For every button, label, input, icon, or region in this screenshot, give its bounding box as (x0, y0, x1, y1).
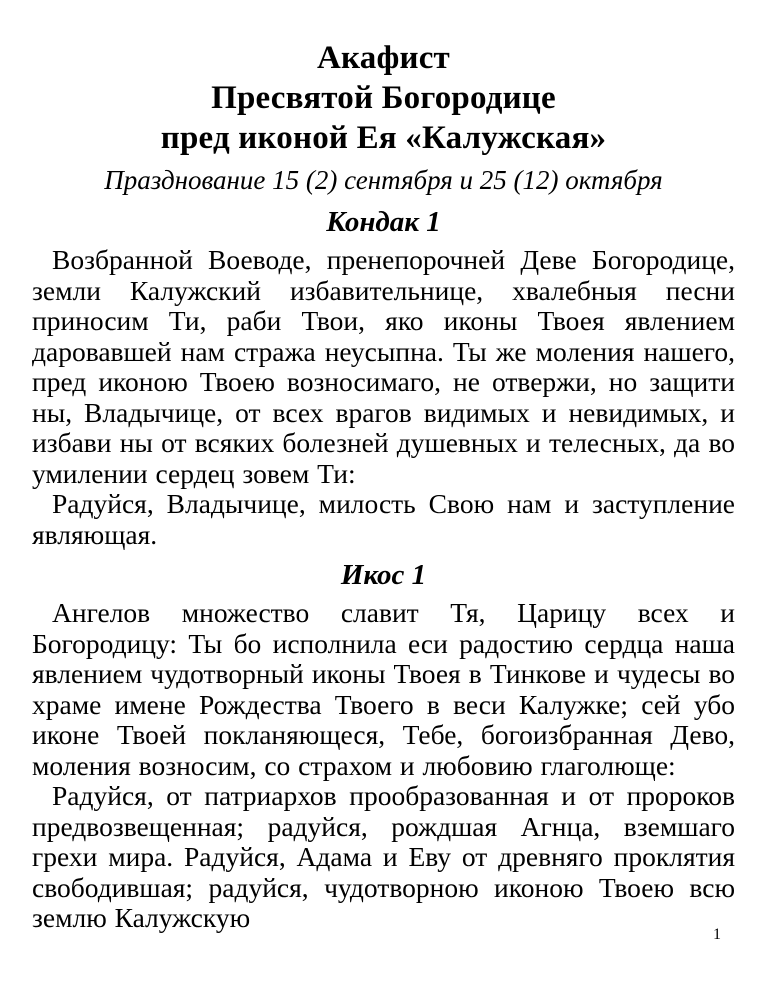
section-heading-ikos-1: Икос 1 (340, 559, 427, 591)
kondak-1-refrain: Радуйся, Владычице, милость Свою нам и заступление являющая. (32, 488, 735, 550)
page-title-line-2: Пресвятой Богородице (211, 80, 556, 116)
section-ikos-1 (32, 557, 735, 934)
page-title-line-1: Акафист (317, 40, 450, 76)
page-title (32, 38, 735, 158)
page-number: 1 (713, 926, 721, 943)
section-kondak-1 (32, 204, 735, 550)
page-title-line-3: пред иконой Ея «Калужская» (160, 120, 607, 156)
ikos-1-paragraph: Ангелов множество славит Тя, Царицу всех и Богородицу: Ты бо исполнила еси радостию сердца наша явлением чудотворный иконы Твоея в Тинкове и чудесы во храме имене Рождества Твоего в веси Калужке; сей убо иконе Твоей покланяющеся, Тебе, богоизбранная Дево, моления возносим, со страхом и любовию глаголюще: (32, 597, 735, 781)
section-heading-kondak-1: Кондак 1 (326, 206, 441, 238)
kondak-1-paragraph: Возбранной Воеводе, пренепорочней Деве Богородице, земли Калужский избавительнице, хвалебныя песни приносим Ти, раби Твои, яко иконы Твоея явлением даровавшей нам стража неусыпна. Ты же моления нашего, пред иконою Твоею возносимаго, не отвержи, но защити ны, Владычице, от всех врагов видимых и невидимых, и избави ны от всяких болезней душевных и телесных, да во умилении сердец зовем Ти: (32, 244, 735, 489)
ikos-1-refrain: Радуйся, от патриархов прообразованная и от пророков предвозвещенная; радуйся, рождшая Агнца, вземшаго грехи мира. Радуйся, Адама и Еву от древняго проклятия свободившая; радуйся, чудотворною иконою Твоею всю землю Калужскую (32, 780, 735, 933)
feast-dates-subtitle: Празднование 15 (2) сентября и 25 (12) октября (104, 165, 663, 195)
